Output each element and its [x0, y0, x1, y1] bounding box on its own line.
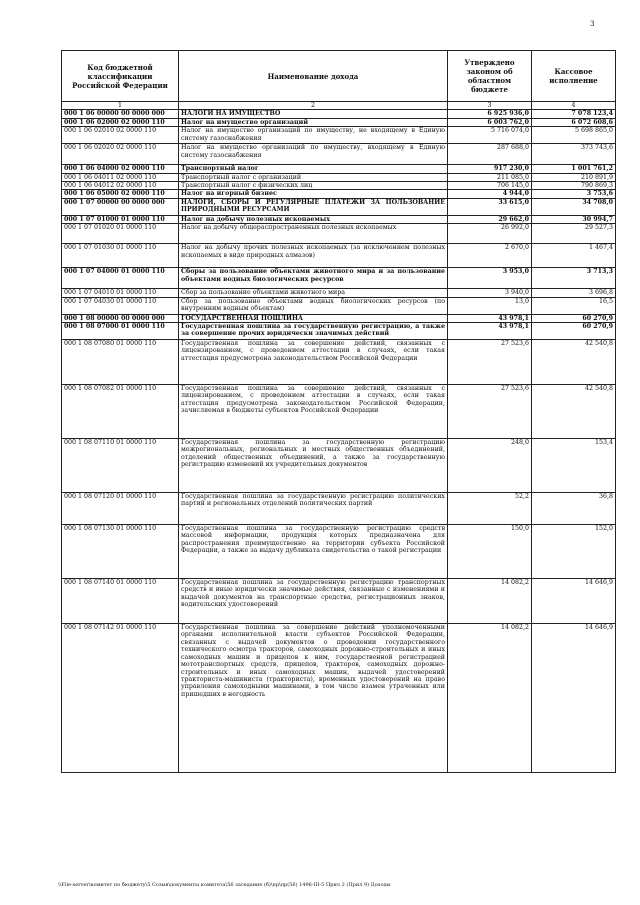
table-row	[62, 144, 616, 165]
row-approved: 6 925 936,0	[448, 110, 532, 118]
row-approved: 14 082,2	[448, 624, 532, 773]
column-number-row	[62, 102, 616, 110]
row-name: Сбор за пользование объектами водных биологических ресурсов (по внутренним водным объектам)	[179, 297, 448, 314]
row-code: 000 1 06 00000 00 0000 000	[62, 110, 179, 118]
row-executed: 60 270,9	[532, 323, 616, 340]
column-number: 1	[62, 102, 179, 110]
row-executed: 210 891,9	[532, 173, 616, 181]
table-row	[62, 323, 616, 340]
row-approved: 13,0	[448, 297, 532, 314]
row-name: Государственная пошлина за государственную регистрацию средств массовой информации, продукция которых предназначена для распространения преимущественно на территории субъекта Российской Федерации, а также за выдачу дубликата свидетельства о такой регистрации	[179, 525, 448, 579]
row-executed: 3 696,8	[532, 289, 616, 297]
revenue-table	[61, 50, 616, 773]
row-approved: 287 688,0	[448, 144, 532, 165]
column-number: 4	[532, 102, 616, 110]
header-code: Код бюджетной классификации Российской Федерации	[62, 51, 179, 102]
row-executed: 1 467,4	[532, 244, 616, 268]
table-row	[62, 165, 616, 173]
table-row	[62, 215, 616, 223]
row-approved: 27 523,6	[448, 385, 532, 439]
row-code: 000 1 06 04012 02 0000 110	[62, 182, 179, 190]
table-row	[62, 118, 616, 126]
row-executed: 6 072 608,6	[532, 118, 616, 126]
table-header-row	[62, 51, 616, 102]
row-name: Сбор за пользование объектами животного мира	[179, 289, 448, 297]
row-name: Государственная пошлина за совершение действий, связанных с лицензированием, с проведением аттестации в случаях, если такая аттестация предусмотрена законодательством Российской Федерации, зачисляемая в бюджеты субъектов Российской Федерации	[179, 385, 448, 439]
row-executed: 3 753,6	[532, 190, 616, 198]
row-executed: 60 270,9	[532, 314, 616, 322]
row-code: 000 1 08 00000 00 0000 000	[62, 314, 179, 322]
row-code: 000 1 08 07142 01 0000 110	[62, 624, 179, 773]
column-number: 2	[179, 102, 448, 110]
row-name: Налог на добычу полезных ископаемых	[179, 215, 448, 223]
row-executed: 5 698 865,0	[532, 127, 616, 144]
row-executed: 29 527,3	[532, 224, 616, 244]
row-name: Сборы за пользование объектами животного мира и за пользование объектами водных биологических ресурсов	[179, 268, 448, 289]
table-row	[62, 182, 616, 190]
row-approved: 706 145,0	[448, 182, 532, 190]
row-approved: 26 992,0	[448, 224, 532, 244]
row-approved: 43 978,1	[448, 323, 532, 340]
row-name: Государственная пошлина за государственную регистрацию межрегиональных, региональных и местных общественных объединений, отделений общественных объединений, а также за государственную регистрацию изменений их учредительных документов	[179, 439, 448, 493]
row-executed: 152,0	[532, 525, 616, 579]
row-executed: 373 743,6	[532, 144, 616, 165]
row-code: 000 1 06 04000 02 0000 110	[62, 165, 179, 173]
row-code: 000 1 06 05000 02 0000 110	[62, 190, 179, 198]
table-row	[62, 525, 616, 579]
row-name: Государственная пошлина за государственную регистрацию, а также за совершение прочих юридически значимых действий	[179, 323, 448, 340]
row-code: 000 1 08 07140 01 0000 110	[62, 579, 179, 624]
row-executed: 42 540,8	[532, 340, 616, 385]
row-code: 000 1 08 07130 01 0000 110	[62, 525, 179, 579]
row-code: 000 1 07 00000 00 0000 000	[62, 198, 179, 215]
row-code: 000 1 06 02010 02 0000 110	[62, 127, 179, 144]
row-code: 000 1 06 02020 02 0000 110	[62, 144, 179, 165]
row-code: 000 1 07 04010 01 0000 110	[62, 289, 179, 297]
table-row	[62, 314, 616, 322]
row-executed: 42 540,8	[532, 385, 616, 439]
table-row	[62, 173, 616, 181]
row-executed: 14 646,9	[532, 579, 616, 624]
page-number: 3	[590, 20, 595, 28]
table-row	[62, 579, 616, 624]
row-approved: 33 615,0	[448, 198, 532, 215]
row-code: 000 1 08 07110 01 0000 110	[62, 439, 179, 493]
table-row	[62, 385, 616, 439]
table-body	[62, 110, 616, 773]
row-code: 000 1 06 02000 02 0000 110	[62, 118, 179, 126]
row-executed: 153,4	[532, 439, 616, 493]
table-row	[62, 624, 616, 773]
row-name: Государственная пошлина за совершение действий уполномоченными органами исполнительной власти субъектов Российской Федерации, связанных с выдачей документов о проведении государственного технического осмотра тракторов, самоходных дорожно-строительных и иных самоходных машин и прицепов к ним, государственной регистрацией мототранспортных средств, прицепов, тракторов, самоходных дорожно-строительных и иных самоходных машин, выдачей удостоверений тракториста-машиниста (тракториста), временных удостоверений на право управления самоходными машинами, в том числе взамен утраченных или пришедших в негодность	[179, 624, 448, 773]
row-approved: 2 670,0	[448, 244, 532, 268]
row-approved: 211 085,0	[448, 173, 532, 181]
row-approved: 27 523,6	[448, 340, 532, 385]
row-name: Налог на добычу прочих полезных ископаемых (за исключением полезных ископаемых в виде природных алмазов)	[179, 244, 448, 268]
row-name: Налог на добычу общераспространенных полезных ископаемых	[179, 224, 448, 244]
column-number: 3	[448, 102, 532, 110]
table-row	[62, 493, 616, 525]
row-name: ГОСУДАРСТВЕННАЯ ПОШЛИНА	[179, 314, 448, 322]
row-executed: 36,8	[532, 493, 616, 525]
header-name: Наименование дохода	[179, 51, 448, 102]
row-approved: 150,0	[448, 525, 532, 579]
row-name: Транспортный налог с организаций	[179, 173, 448, 181]
row-name: Налог на имущество организаций	[179, 118, 448, 126]
row-code: 000 1 08 07080 01 0000 110	[62, 340, 179, 385]
table-row	[62, 297, 616, 314]
header-approved: Утверждено законом об областном бюджете	[448, 51, 532, 102]
row-code: 000 1 08 07000 01 0000 110	[62, 323, 179, 340]
row-code: 000 1 07 04030 01 0000 110	[62, 297, 179, 314]
row-name: Государственная пошлина за совершение действий, связанных с лицензированием, с проведением аттестации в случаях, если такая аттестация предусмотрена законодательством Российской Федерации	[179, 340, 448, 385]
row-code: 000 1 07 04000 01 0000 110	[62, 268, 179, 289]
table-row	[62, 190, 616, 198]
table-row	[62, 127, 616, 144]
row-executed: 16,5	[532, 297, 616, 314]
row-code: 000 1 07 01030 01 0000 110	[62, 244, 179, 268]
row-approved: 4 944,0	[448, 190, 532, 198]
row-approved: 14 082,2	[448, 579, 532, 624]
row-approved: 43 978,1	[448, 314, 532, 322]
row-approved: 6 003 762,0	[448, 118, 532, 126]
table-row	[62, 198, 616, 215]
row-executed: 14 646,9	[532, 624, 616, 773]
row-approved: 52,2	[448, 493, 532, 525]
row-executed: 3 713,3	[532, 268, 616, 289]
table-row	[62, 244, 616, 268]
row-executed: 1 001 761,2	[532, 165, 616, 173]
table-row	[62, 224, 616, 244]
row-name: Налог на имущество организаций по имуществу, не входящему в Единую систему газоснабжения	[179, 127, 448, 144]
row-approved: 248,0	[448, 439, 532, 493]
row-name: Транспортный налог с физических лиц	[179, 182, 448, 190]
table-row	[62, 289, 616, 297]
row-approved: 3 940,0	[448, 289, 532, 297]
row-code: 000 1 06 04011 02 0000 110	[62, 173, 179, 181]
row-executed: 790 869,3	[532, 182, 616, 190]
row-code: 000 1 08 07120 01 0000 110	[62, 493, 179, 525]
row-approved: 3 953,0	[448, 268, 532, 289]
row-approved: 5 716 074,0	[448, 127, 532, 144]
row-approved: 29 662,0	[448, 215, 532, 223]
row-name: Налог на имущество организаций по имуществу, входящему в Единую систему газоснабжения	[179, 144, 448, 165]
row-name: Государственная пошлина за государственную регистрацию транспортных средств и иные юридически значимые действия, связанные с изменениями и выдачей документов на транспортные средства, регистрационных знаков, водительских удостоверений	[179, 579, 448, 624]
table-row	[62, 340, 616, 385]
row-approved: 917 230,0	[448, 165, 532, 173]
row-name: НАЛОГИ, СБОРЫ И РЕГУЛЯРНЫЕ ПЛАТЕЖИ ЗА ПОЛЬЗОВАНИЕ ПРИРОДНЫМИ РЕСУРСАМИ	[179, 198, 448, 215]
row-name: Транспортный налог	[179, 165, 448, 173]
header-executed: Кассовое исполнение	[532, 51, 616, 102]
row-name: НАЛОГИ НА ИМУЩЕСТВО	[179, 110, 448, 118]
row-code: 000 1 08 07082 01 0000 110	[62, 385, 179, 439]
row-executed: 30 994,7	[532, 215, 616, 223]
file-path-footer: \\File-server\комитет по бюджету\5 Созыв\документы комитета\56 заседание (б)\пр\пр(56) 1496-III-5 Прил 2 (Прил 9) Доходы	[58, 882, 391, 888]
row-code: 000 1 07 01000 01 0000 110	[62, 215, 179, 223]
table-row	[62, 268, 616, 289]
row-name: Налог на игорный бизнес	[179, 190, 448, 198]
table-row	[62, 439, 616, 493]
row-name: Государственная пошлина за государственную регистрацию политических партий и региональных отделений политических партий	[179, 493, 448, 525]
table-row	[62, 110, 616, 118]
row-code: 000 1 07 01020 01 0000 110	[62, 224, 179, 244]
row-executed: 7 078 123,4	[532, 110, 616, 118]
row-executed: 34 708,0	[532, 198, 616, 215]
